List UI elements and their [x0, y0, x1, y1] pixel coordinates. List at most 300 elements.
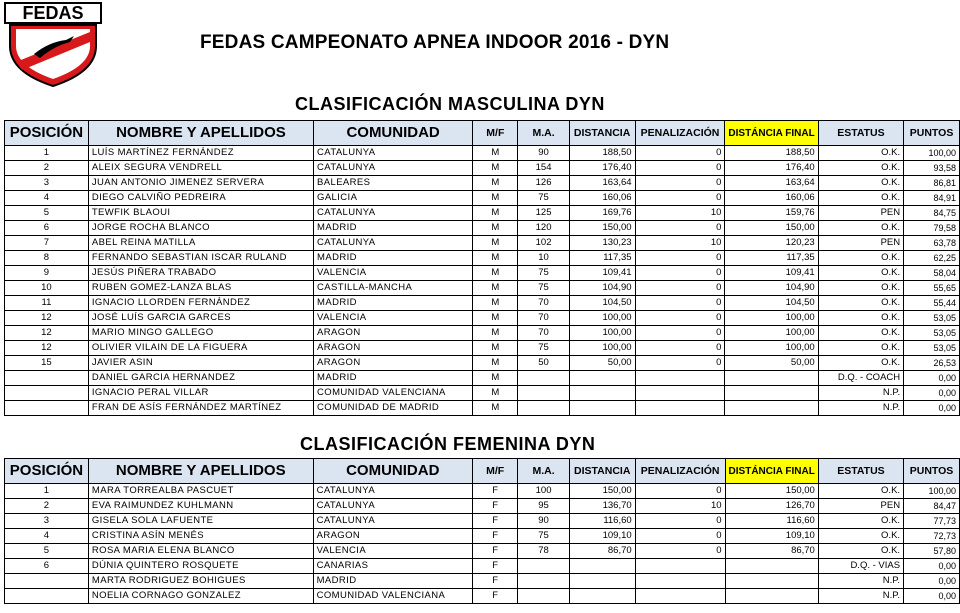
- cell-ma: 50: [518, 356, 569, 371]
- cell-posicion: 3: [5, 514, 89, 529]
- cell-nombre: OLIVIER VILAIN DE LA FIGUERA: [88, 341, 313, 356]
- cell-penalizacion: [635, 401, 725, 416]
- header-col-penalizacion: PENALIZACIÓN: [635, 121, 725, 146]
- cell-nombre: TEWFIK BLAOUI: [88, 206, 313, 221]
- cell-comunidad: CATALUNYA: [314, 146, 473, 161]
- cell-mf: M: [473, 326, 518, 341]
- cell-ma: 100: [518, 484, 569, 499]
- cell-mf: M: [473, 236, 518, 251]
- cell-posicion: 3: [5, 176, 89, 191]
- cell-comunidad: CASTILLA-MANCHA: [314, 281, 473, 296]
- cell-distancia: [569, 401, 635, 416]
- cell-comunidad: BALEARES: [314, 176, 473, 191]
- cell-comunidad: MADRID: [314, 251, 473, 266]
- cell-nombre: MARIO MINGO GALLEGO: [88, 326, 313, 341]
- cell-estatus: O.K.: [818, 514, 903, 529]
- cell-posicion: 4: [5, 529, 89, 544]
- cell-penalizacion: 0: [635, 514, 725, 529]
- cell-distancia-final: 50,00: [725, 356, 818, 371]
- cell-posicion: 15: [5, 356, 89, 371]
- cell-nombre: IGNACIO LLORDEN FERNÁNDEZ: [88, 296, 313, 311]
- cell-posicion: 8: [5, 251, 89, 266]
- cell-puntos: 77,73: [904, 514, 960, 529]
- logo-text: FEDAS: [22, 3, 84, 23]
- header-col-puntos: PUNTOS: [904, 459, 960, 484]
- cell-comunidad: MADRID: [314, 296, 473, 311]
- cell-estatus: N.P.: [818, 574, 903, 589]
- cell-posicion: 9: [5, 266, 89, 281]
- cell-ma: 126: [518, 176, 569, 191]
- cell-mf: M: [473, 356, 518, 371]
- cell-mf: F: [472, 589, 517, 604]
- cell-penalizacion: 0: [635, 221, 725, 236]
- cell-estatus: PEN: [818, 206, 903, 221]
- table-masculina: [4, 120, 960, 416]
- cell-mf: M: [473, 221, 518, 236]
- cell-estatus: N.P.: [818, 386, 903, 401]
- cell-penalizacion: 0: [635, 326, 725, 341]
- cell-ma: 90: [518, 514, 569, 529]
- cell-mf: F: [472, 559, 517, 574]
- cell-mf: M: [473, 281, 518, 296]
- cell-puntos: 72,73: [904, 529, 960, 544]
- cell-comunidad: VALENCIA: [314, 266, 473, 281]
- cell-distancia: 100,00: [569, 311, 635, 326]
- cell-penalizacion: 0: [635, 251, 725, 266]
- cell-penalizacion: 0: [635, 161, 725, 176]
- cell-puntos: 55,65: [904, 281, 960, 296]
- cell-mf: M: [473, 371, 518, 386]
- cell-distancia-final: 100,00: [725, 341, 818, 356]
- cell-distancia-final: 109,10: [725, 529, 818, 544]
- cell-estatus: O.K.: [818, 221, 903, 236]
- cell-comunidad: ARAGON: [313, 529, 472, 544]
- table-row: [5, 266, 960, 281]
- cell-distancia-final: 100,00: [725, 326, 818, 341]
- cell-ma: 70: [518, 311, 569, 326]
- cell-mf: M: [473, 191, 518, 206]
- cell-distancia: 130,23: [569, 236, 635, 251]
- cell-estatus: O.K.: [818, 296, 903, 311]
- header-col-mf: M/F: [472, 459, 517, 484]
- header-col-puntos: PUNTOS: [904, 121, 960, 146]
- table-row: [5, 311, 960, 326]
- cell-ma: 75: [518, 341, 569, 356]
- cell-distancia: 117,35: [569, 251, 635, 266]
- cell-distancia-final: 109,41: [725, 266, 818, 281]
- cell-posicion: 6: [5, 221, 89, 236]
- table-femenina: [4, 458, 960, 604]
- cell-distancia: 109,41: [569, 266, 635, 281]
- cell-distancia-final: 116,60: [725, 514, 818, 529]
- cell-distancia-final: 160,06: [725, 191, 818, 206]
- cell-comunidad: ARAGON: [314, 326, 473, 341]
- cell-estatus: O.K.: [818, 176, 903, 191]
- cell-ma: 95: [518, 499, 569, 514]
- cell-mf: M: [473, 341, 518, 356]
- header-col-distancia-final: DISTÁNCIA FINAL: [725, 459, 818, 484]
- cell-nombre: JESÚS PIÑERA TRABADO: [88, 266, 313, 281]
- cell-comunidad: COMUNIDAD DE MADRID: [314, 401, 473, 416]
- cell-distancia-final: 159,76: [725, 206, 818, 221]
- cell-comunidad: CATALUNYA: [314, 236, 473, 251]
- cell-nombre: CRISTINA ASÍN MENÉS: [88, 529, 313, 544]
- cell-ma: 75: [518, 191, 569, 206]
- cell-distancia-final: [725, 401, 818, 416]
- cell-estatus: O.K.: [818, 484, 903, 499]
- cell-comunidad: MADRID: [314, 371, 473, 386]
- cell-ma: 102: [518, 236, 569, 251]
- cell-nombre: MARTA RODRIGUEZ BOHIGUES: [88, 574, 313, 589]
- cell-distancia-final: [725, 386, 818, 401]
- cell-puntos: 53,05: [904, 341, 960, 356]
- cell-distancia: [569, 386, 635, 401]
- cell-nombre: JORGE ROCHA BLANCO: [88, 221, 313, 236]
- cell-estatus: O.K.: [818, 281, 903, 296]
- cell-mf: M: [473, 266, 518, 281]
- cell-posicion: 7: [5, 236, 89, 251]
- cell-estatus: O.K.: [818, 191, 903, 206]
- header-col-posicion: POSICIÓN: [5, 121, 89, 146]
- cell-distancia-final: [725, 574, 818, 589]
- cell-estatus: O.K.: [818, 544, 903, 559]
- cell-puntos: 93,58: [904, 161, 960, 176]
- cell-puntos: 63,78: [904, 236, 960, 251]
- cell-comunidad: GALICIA: [314, 191, 473, 206]
- cell-distancia: 116,60: [569, 514, 635, 529]
- section-title-femenina: CLASIFICACIÓN FEMENINA DYN: [300, 434, 596, 454]
- cell-puntos: 55,44: [904, 296, 960, 311]
- table-row: [5, 341, 960, 356]
- cell-puntos: 0,00: [904, 386, 960, 401]
- cell-distancia-final: 150,00: [725, 221, 818, 236]
- header-col-mf: M/F: [473, 121, 518, 146]
- cell-penalizacion: 0: [635, 341, 725, 356]
- cell-penalizacion: 0: [635, 146, 725, 161]
- cell-mf: M: [473, 251, 518, 266]
- cell-nombre: ROSA MARIA ELENA BLANCO: [88, 544, 313, 559]
- table-row: [5, 371, 960, 386]
- cell-estatus: N.P.: [818, 401, 903, 416]
- cell-comunidad: ARAGON: [314, 341, 473, 356]
- cell-posicion: [5, 371, 89, 386]
- cell-distancia: 160,06: [569, 191, 635, 206]
- table-row: [5, 221, 960, 236]
- cell-penalizacion: 10: [635, 236, 725, 251]
- cell-comunidad: CATALUNYA: [314, 206, 473, 221]
- cell-estatus: D.Q. - VIAS: [818, 559, 903, 574]
- cell-comunidad: VALENCIA: [313, 544, 472, 559]
- header-col-comunidad: COMUNIDAD: [313, 459, 472, 484]
- cell-nombre: IGNACIO PERAL VILLAR: [88, 386, 313, 401]
- cell-nombre: FRAN DE ASÍS FERNÁNDEZ MARTÍNEZ: [88, 401, 313, 416]
- cell-distancia-final: 163,64: [725, 176, 818, 191]
- cell-posicion: [5, 574, 89, 589]
- cell-distancia: 86,70: [569, 544, 635, 559]
- table-row: [5, 191, 960, 206]
- table-row: [5, 386, 960, 401]
- cell-estatus: O.K.: [818, 266, 903, 281]
- cell-mf: F: [472, 514, 517, 529]
- table-row: [5, 146, 960, 161]
- table-row: [5, 499, 960, 514]
- cell-ma: 154: [518, 161, 569, 176]
- cell-puntos: 84,47: [904, 499, 960, 514]
- cell-penalizacion: 0: [635, 296, 725, 311]
- cell-distancia: 150,00: [569, 484, 635, 499]
- cell-comunidad: CATALUNYA: [314, 161, 473, 176]
- cell-penalizacion: 0: [635, 191, 725, 206]
- cell-puntos: 0,00: [904, 371, 960, 386]
- cell-ma: 70: [518, 326, 569, 341]
- table-row: [5, 544, 960, 559]
- cell-distancia-final: 117,35: [725, 251, 818, 266]
- table-row: [5, 281, 960, 296]
- cell-distancia: 100,00: [569, 341, 635, 356]
- cell-penalizacion: 0: [635, 356, 725, 371]
- table-row: [5, 251, 960, 266]
- cell-ma: 75: [518, 281, 569, 296]
- cell-distancia-final: 150,00: [725, 484, 818, 499]
- cell-comunidad: MADRID: [313, 574, 472, 589]
- cell-comunidad: CATALUNYA: [313, 484, 472, 499]
- cell-mf: F: [472, 574, 517, 589]
- table-row: [5, 206, 960, 221]
- cell-posicion: 10: [5, 281, 89, 296]
- cell-puntos: 0,00: [904, 559, 960, 574]
- cell-puntos: 100,00: [904, 484, 960, 499]
- cell-ma: 10: [518, 251, 569, 266]
- cell-ma: [518, 574, 569, 589]
- header-col-comunidad: COMUNIDAD: [314, 121, 473, 146]
- cell-penalizacion: [635, 371, 725, 386]
- cell-distancia: 100,00: [569, 326, 635, 341]
- cell-distancia-final: 176,40: [725, 161, 818, 176]
- table-row: [5, 514, 960, 529]
- cell-distancia: 136,70: [569, 499, 635, 514]
- cell-ma: [518, 371, 569, 386]
- cell-nombre: RUBEN GOMEZ-LANZA BLAS: [88, 281, 313, 296]
- cell-estatus: D.Q. - COACH: [818, 371, 903, 386]
- table-row: [5, 161, 960, 176]
- table-row: [5, 589, 960, 604]
- cell-estatus: O.K.: [818, 146, 903, 161]
- cell-mf: F: [472, 529, 517, 544]
- cell-ma: [518, 386, 569, 401]
- cell-nombre: FERNANDO SEBASTIAN ISCAR RULAND: [88, 251, 313, 266]
- cell-nombre: DIEGO CALVIÑO PEDREIRA: [88, 191, 313, 206]
- header-col-estatus: ESTATUS: [818, 121, 903, 146]
- cell-estatus: O.K.: [818, 161, 903, 176]
- cell-distancia: 163,64: [569, 176, 635, 191]
- cell-penalizacion: [635, 386, 725, 401]
- table-row: [5, 356, 960, 371]
- cell-posicion: 2: [5, 499, 89, 514]
- cell-comunidad: CANARIAS: [313, 559, 472, 574]
- header-col-estatus: ESTATUS: [818, 459, 903, 484]
- table-row: [5, 574, 960, 589]
- cell-posicion: [5, 386, 89, 401]
- cell-distancia-final: [725, 371, 818, 386]
- cell-distancia-final: 104,90: [725, 281, 818, 296]
- cell-ma: 75: [518, 529, 569, 544]
- cell-nombre: JUAN ANTONIO JIMENEZ SERVERA: [88, 176, 313, 191]
- cell-distancia: 109,10: [569, 529, 635, 544]
- cell-posicion: 1: [5, 484, 89, 499]
- cell-penalizacion: 0: [635, 544, 725, 559]
- cell-nombre: MARA TORREALBA PASCUET: [88, 484, 313, 499]
- cell-estatus: O.K.: [818, 356, 903, 371]
- header-col-posicion: POSICIÓN: [5, 459, 89, 484]
- cell-penalizacion: [635, 574, 725, 589]
- fedas-logo: [4, 2, 102, 88]
- cell-comunidad: COMUNIDAD VALENCIANA: [314, 386, 473, 401]
- table-row: [5, 296, 960, 311]
- cell-penalizacion: 10: [635, 499, 725, 514]
- cell-distancia-final: 188,50: [725, 146, 818, 161]
- cell-estatus: PEN: [818, 499, 903, 514]
- cell-posicion: 4: [5, 191, 89, 206]
- table-row: [5, 529, 960, 544]
- section-title-masculina: CLASIFICACIÓN MASCULINA DYN: [295, 94, 605, 114]
- cell-comunidad: VALENCIA: [314, 311, 473, 326]
- cell-puntos: 57,80: [904, 544, 960, 559]
- cell-puntos: 79,58: [904, 221, 960, 236]
- cell-mf: M: [473, 311, 518, 326]
- cell-distancia: 104,50: [569, 296, 635, 311]
- cell-puntos: 84,75: [904, 206, 960, 221]
- cell-distancia-final: 120,23: [725, 236, 818, 251]
- cell-mf: M: [473, 146, 518, 161]
- header-col-distancia: DISTANCIA: [569, 459, 635, 484]
- cell-distancia-final: 104,50: [725, 296, 818, 311]
- cell-estatus: O.K.: [818, 251, 903, 266]
- cell-distancia-final: 86,70: [725, 544, 818, 559]
- header-col-nombre: NOMBRE Y APELLIDOS: [88, 459, 313, 484]
- cell-posicion: 5: [5, 206, 89, 221]
- cell-posicion: 12: [5, 341, 89, 356]
- cell-ma: 70: [518, 296, 569, 311]
- cell-nombre: ABEL REINA MATILLA: [88, 236, 313, 251]
- cell-puntos: 53,05: [904, 326, 960, 341]
- table-header-row: [5, 459, 960, 484]
- cell-distancia-final: 126,70: [725, 499, 818, 514]
- cell-penalizacion: 0: [635, 484, 725, 499]
- cell-posicion: 1: [5, 146, 89, 161]
- page-title: FEDAS CAMPEONATO APNEA INDOOR 2016 - DYN: [200, 32, 670, 53]
- cell-estatus: O.K.: [818, 326, 903, 341]
- cell-comunidad: CATALUNYA: [313, 499, 472, 514]
- cell-penalizacion: [635, 589, 725, 604]
- cell-mf: M: [473, 296, 518, 311]
- cell-distancia-final: 100,00: [725, 311, 818, 326]
- cell-penalizacion: 0: [635, 266, 725, 281]
- header-col-distancia: DISTANCIA: [569, 121, 635, 146]
- cell-mf: F: [472, 499, 517, 514]
- cell-estatus: O.K.: [818, 341, 903, 356]
- cell-penalizacion: 0: [635, 311, 725, 326]
- cell-nombre: GISELA SOLA LAFUENTE: [88, 514, 313, 529]
- cell-mf: M: [473, 206, 518, 221]
- cell-nombre: JOSÉ LUÍS GARCIA GARCES: [88, 311, 313, 326]
- cell-distancia: [569, 589, 635, 604]
- cell-estatus: O.K.: [818, 311, 903, 326]
- cell-penalizacion: 0: [635, 281, 725, 296]
- cell-puntos: 0,00: [904, 401, 960, 416]
- cell-nombre: EVA RAIMUNDEZ KUHLMANN: [88, 499, 313, 514]
- cell-distancia-final: [725, 559, 818, 574]
- cell-posicion: 2: [5, 161, 89, 176]
- cell-penalizacion: 0: [635, 176, 725, 191]
- cell-puntos: 0,00: [904, 574, 960, 589]
- table-row: [5, 326, 960, 341]
- cell-posicion: 5: [5, 544, 89, 559]
- cell-estatus: PEN: [818, 236, 903, 251]
- header-col-nombre: NOMBRE Y APELLIDOS: [88, 121, 313, 146]
- cell-comunidad: CATALUNYA: [313, 514, 472, 529]
- cell-distancia: 188,50: [569, 146, 635, 161]
- cell-puntos: 84,91: [904, 191, 960, 206]
- cell-distancia: [569, 371, 635, 386]
- cell-puntos: 0,00: [904, 589, 960, 604]
- cell-distancia: 150,00: [569, 221, 635, 236]
- cell-nombre: DÚNIA QUINTERO ROSQUETE: [88, 559, 313, 574]
- cell-ma: 78: [518, 544, 569, 559]
- header-col-ma: M.A.: [518, 459, 569, 484]
- cell-posicion: [5, 589, 89, 604]
- cell-mf: M: [473, 176, 518, 191]
- table-row: [5, 236, 960, 251]
- cell-posicion: 12: [5, 326, 89, 341]
- cell-posicion: 12: [5, 311, 89, 326]
- header-col-penalizacion: PENALIZACIÓN: [635, 459, 725, 484]
- cell-distancia: [569, 574, 635, 589]
- header-col-ma: M.A.: [518, 121, 569, 146]
- cell-mf: M: [473, 401, 518, 416]
- header-col-distancia-final: DISTÁNCIA FINAL: [725, 121, 818, 146]
- cell-mf: M: [473, 161, 518, 176]
- cell-nombre: LUÍS MARTÍNEZ FERNÁNDEZ: [88, 146, 313, 161]
- cell-mf: F: [472, 484, 517, 499]
- cell-penalizacion: 0: [635, 529, 725, 544]
- table-header-row: [5, 121, 960, 146]
- cell-posicion: [5, 401, 89, 416]
- cell-distancia: [569, 559, 635, 574]
- cell-ma: 75: [518, 266, 569, 281]
- cell-puntos: 26,53: [904, 356, 960, 371]
- cell-comunidad: ARAGON: [314, 356, 473, 371]
- cell-posicion: 11: [5, 296, 89, 311]
- cell-distancia: 104,90: [569, 281, 635, 296]
- cell-ma: 120: [518, 221, 569, 236]
- cell-nombre: ALEIX SEGURA VENDRELL: [88, 161, 313, 176]
- table-row: [5, 559, 960, 574]
- table-row: [5, 401, 960, 416]
- cell-penalizacion: 10: [635, 206, 725, 221]
- cell-distancia-final: [725, 589, 818, 604]
- cell-distancia: 169,76: [569, 206, 635, 221]
- cell-ma: [518, 559, 569, 574]
- table-row: [5, 176, 960, 191]
- cell-puntos: 53,05: [904, 311, 960, 326]
- cell-puntos: 58,04: [904, 266, 960, 281]
- cell-nombre: DANIEL GARCIA HERNANDEZ: [88, 371, 313, 386]
- cell-posicion: 6: [5, 559, 89, 574]
- cell-ma: 90: [518, 146, 569, 161]
- cell-distancia: 176,40: [569, 161, 635, 176]
- cell-mf: F: [472, 544, 517, 559]
- cell-puntos: 62,25: [904, 251, 960, 266]
